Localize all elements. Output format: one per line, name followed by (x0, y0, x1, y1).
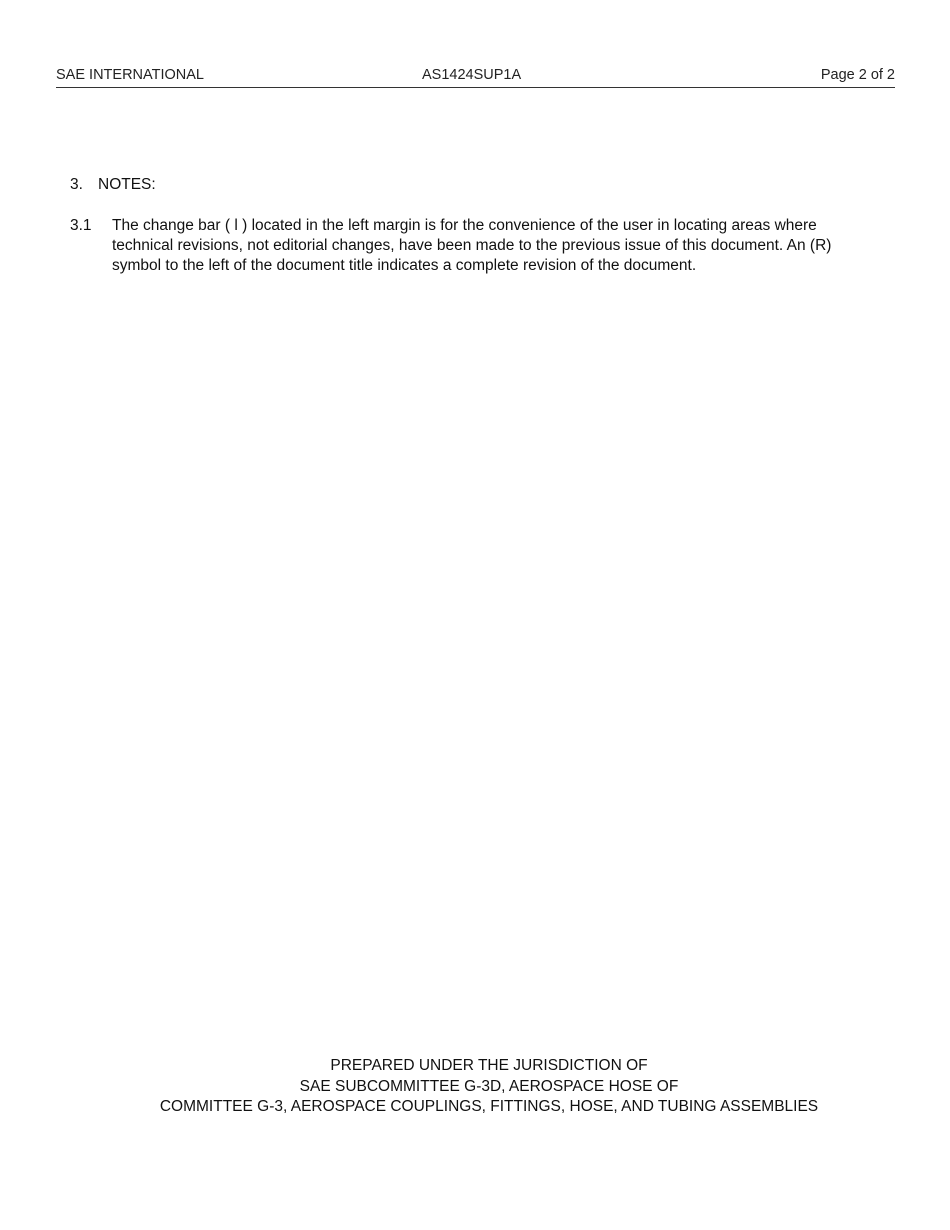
paragraph-number: 3.1 (70, 217, 92, 234)
footer-line-3: COMMITTEE G-3, AEROSPACE COUPLINGS, FITTINGS, HOSE, AND TUBING ASSEMBLIES (159, 1098, 819, 1115)
jurisdiction-footer (0, 1056, 950, 1118)
paragraph-text: The change bar ( l ) located in the left margin is for the convenience of the user in locating areas where technical revisions, not editorial changes, have been made to the previous issue of this document. An (R) symbol to the left of the document title indicates a complete revision of the document. (112, 217, 832, 274)
footer-line-2: SAE SUBCOMMITTEE G-3D, AEROSPACE HOSE OF (299, 1077, 679, 1095)
section-number: 3. (70, 176, 83, 193)
page-header (56, 67, 895, 88)
section-title: NOTES: (98, 176, 156, 193)
section-heading (70, 175, 156, 195)
header-organization: SAE INTERNATIONAL (56, 67, 204, 83)
header-document-number: AS1424SUP1A (422, 67, 522, 83)
footer-line-1: PREPARED UNDER THE JURISDICTION OF (330, 1057, 648, 1074)
header-page-number: Page 2 of 2 (820, 67, 895, 83)
